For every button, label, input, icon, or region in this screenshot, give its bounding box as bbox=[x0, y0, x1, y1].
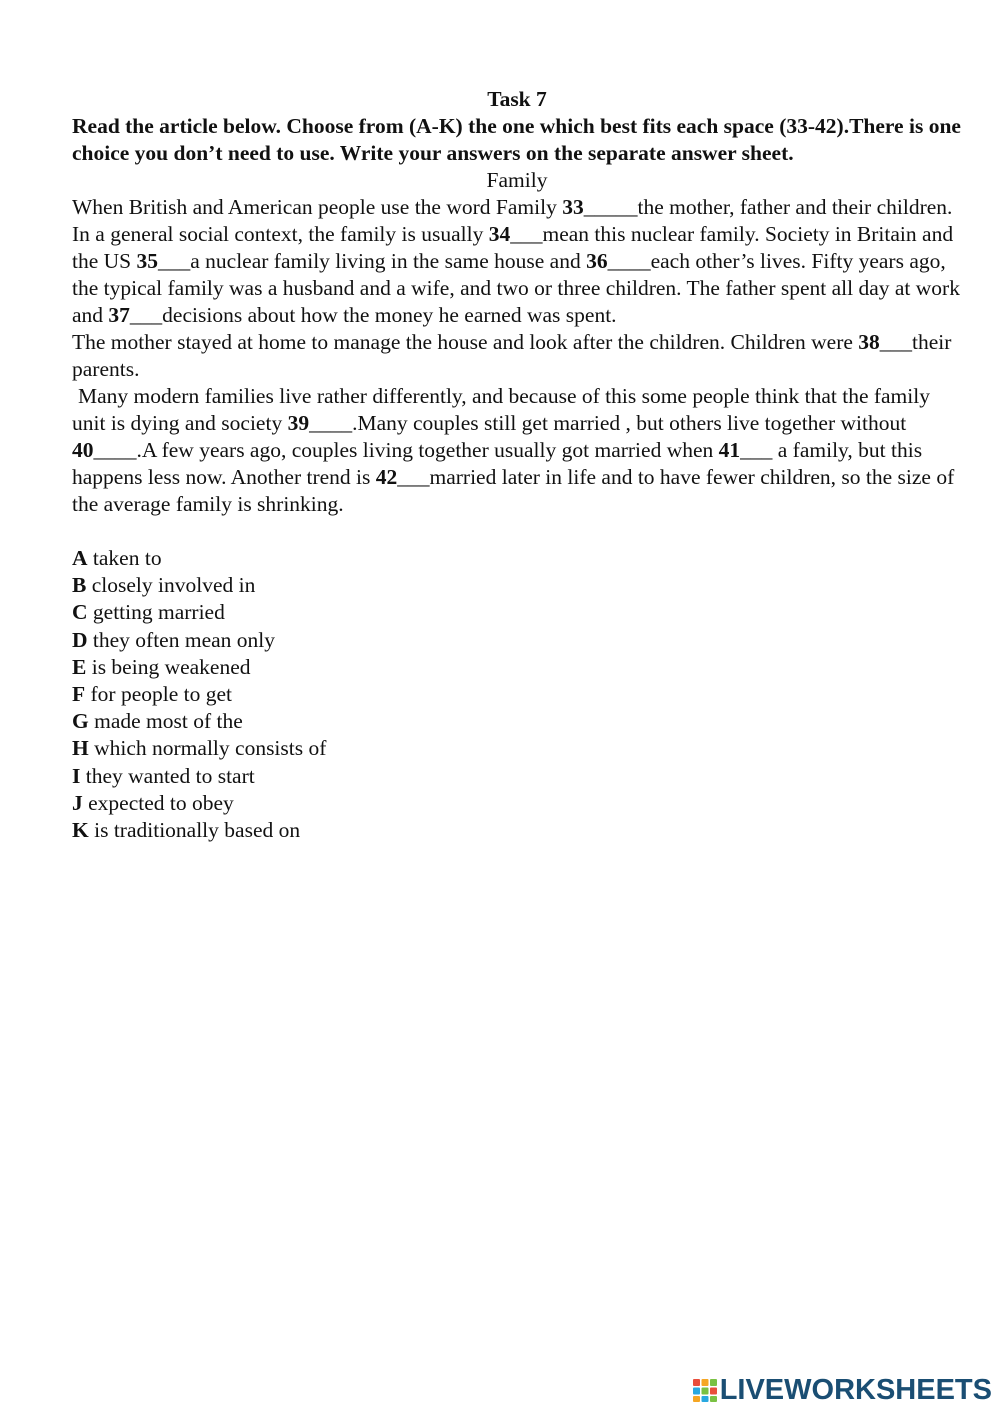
article-paragraph-3 bbox=[72, 383, 962, 518]
option-c bbox=[72, 599, 962, 626]
liveworksheets-logo-icon bbox=[692, 1377, 718, 1403]
text-segment: ___married later in life and to have fewer children, so the size of the average family is shrinking. bbox=[72, 465, 955, 516]
option-letter: E bbox=[72, 654, 87, 679]
option-text: is being weakened bbox=[91, 654, 251, 679]
instructions: Read the article below. Choose from (A-K) the one which best fits each space (33-42).There is one choice you don’t need to use. Write your answers on the separate answer sheet. bbox=[72, 114, 961, 165]
gap-number-34: 34 bbox=[488, 222, 511, 246]
article-paragraph-2 bbox=[72, 329, 962, 383]
text-segment: Many modern families live rather differently, and because of this some people think that the family unit is dying and society bbox=[72, 384, 930, 435]
option-text: for people to get bbox=[90, 681, 233, 706]
worksheet-page bbox=[72, 86, 962, 844]
gap-number-41: 41 bbox=[718, 438, 741, 462]
option-j bbox=[72, 790, 962, 817]
option-text: getting married bbox=[92, 600, 225, 625]
gap-number-42: 42 bbox=[375, 465, 398, 489]
text-segment: ____.Many couples still get married , but others live together without bbox=[309, 411, 907, 435]
option-letter: G bbox=[72, 709, 89, 734]
option-text: taken to bbox=[92, 546, 162, 570]
liveworksheets-logo bbox=[692, 1373, 992, 1407]
gap-number-35: 35 bbox=[136, 249, 158, 273]
option-a bbox=[72, 545, 962, 572]
option-g bbox=[72, 708, 962, 735]
option-i bbox=[72, 763, 962, 790]
option-k bbox=[72, 817, 962, 844]
option-text: closely involved in bbox=[91, 573, 256, 598]
option-text: they often mean only bbox=[92, 627, 276, 652]
option-e bbox=[72, 654, 962, 681]
option-letter: K bbox=[72, 817, 89, 842]
liveworksheets-logo-text: LIVEWORKSHEETS bbox=[719, 1373, 992, 1406]
task-title: Task 7 bbox=[487, 87, 547, 111]
option-letter: B bbox=[72, 573, 87, 598]
text-segment: ___ a family, but this happens less now. Another trend is bbox=[72, 438, 923, 489]
gap-number-33: 33 bbox=[562, 195, 584, 219]
text-segment: When British and American people use the word Family bbox=[72, 195, 563, 219]
text-segment: ___decisions about how the money he earned was spent. bbox=[129, 303, 617, 327]
article-paragraph-1 bbox=[72, 194, 962, 329]
text-segment: ____.A few years ago, couples living together usually got married when bbox=[93, 438, 719, 462]
gap-number-36: 36 bbox=[586, 249, 608, 273]
option-f bbox=[72, 681, 962, 708]
option-text: is traditionally based on bbox=[94, 817, 301, 842]
option-text: made most of the bbox=[94, 709, 243, 734]
option-text: which normally consists of bbox=[94, 736, 327, 761]
option-letter: D bbox=[72, 627, 88, 652]
options-list bbox=[72, 545, 962, 844]
option-letter: J bbox=[72, 790, 83, 815]
text-segment: ___their parents. bbox=[72, 330, 952, 381]
option-letter: C bbox=[72, 600, 88, 625]
option-letter: A bbox=[72, 546, 88, 570]
text-segment: The mother stayed at home to manage the house and look after the children. Children were bbox=[72, 330, 859, 354]
option-d bbox=[72, 627, 962, 654]
gap-number-39: 39 bbox=[287, 411, 310, 435]
option-letter: I bbox=[72, 763, 81, 788]
gap-number-38: 38 bbox=[858, 330, 880, 354]
text-segment: ___a nuclear family living in the same house and bbox=[158, 249, 587, 273]
text-segment: _____the mother, father and their children. In a general social context, the family is usually bbox=[72, 195, 953, 246]
article-title: Family bbox=[486, 168, 548, 192]
text-segment: ___mean this nuclear family. Society in Britain and the US bbox=[72, 222, 954, 273]
option-text: expected to obey bbox=[88, 790, 234, 815]
option-letter: F bbox=[72, 681, 86, 706]
option-letter: H bbox=[72, 736, 89, 761]
option-h bbox=[72, 735, 962, 762]
text-segment: ____each other’s lives. Fifty years ago, the typical family was a husband and a wife, and two or three children. The father spent all day at work and bbox=[72, 249, 960, 327]
gap-number-40: 40 bbox=[72, 438, 94, 462]
option-text: they wanted to start bbox=[85, 763, 255, 788]
gap-number-37: 37 bbox=[108, 303, 130, 327]
option-b bbox=[72, 572, 962, 599]
